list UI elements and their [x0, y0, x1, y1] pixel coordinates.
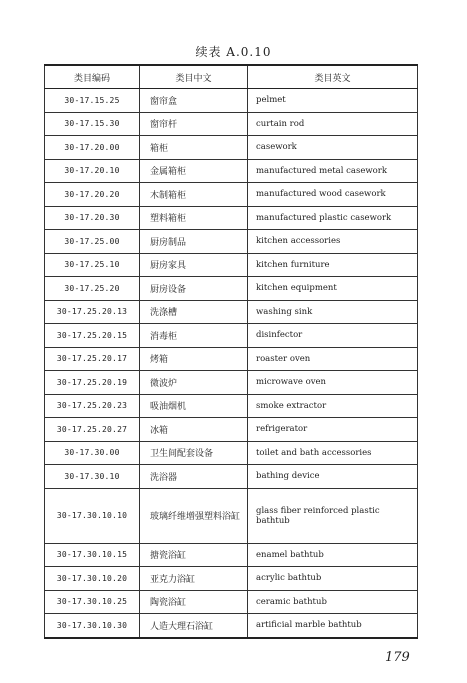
- category-english: acrylic bathtub: [248, 567, 418, 591]
- category-code: 30-17.30.00: [45, 441, 140, 465]
- category-chinese: 洗涤槽: [140, 300, 248, 324]
- category-code: 30-17.25.20.13: [45, 300, 140, 324]
- category-chinese: 塑料箱柜: [140, 206, 248, 230]
- table-row: [45, 300, 418, 324]
- category-code: 30-17.30.10: [45, 465, 140, 489]
- category-code: 30-17.25.10: [45, 253, 140, 277]
- category-chinese: 箱柜: [140, 136, 248, 160]
- table-header-row: [45, 65, 418, 89]
- header-english: 类目英文: [248, 65, 418, 89]
- table-row: [45, 371, 418, 395]
- table-row: [45, 136, 418, 160]
- table-row: [45, 112, 418, 136]
- category-english: refrigerator: [248, 418, 418, 442]
- table-row: [45, 206, 418, 230]
- category-english: kitchen equipment: [248, 277, 418, 301]
- category-english: manufactured metal casework: [248, 159, 418, 183]
- category-code: 30-17.20.30: [45, 206, 140, 230]
- category-code: 30-17.15.30: [45, 112, 140, 136]
- category-code: 30-17.20.00: [45, 136, 140, 160]
- table-row: [45, 543, 418, 567]
- category-code: 30-17.25.20: [45, 277, 140, 301]
- page-number: 179: [385, 650, 410, 665]
- table-row: [45, 441, 418, 465]
- category-english: enamel bathtub: [248, 543, 418, 567]
- table-row: [45, 183, 418, 207]
- table-row: [45, 590, 418, 614]
- category-chinese: 卫生间配套设备: [140, 441, 248, 465]
- category-code: 30-17.20.20: [45, 183, 140, 207]
- category-english: kitchen furniture: [248, 253, 418, 277]
- category-chinese: 厨房制品: [140, 230, 248, 254]
- table-row: [45, 614, 418, 638]
- category-chinese: 烤箱: [140, 347, 248, 371]
- category-chinese: 吸油烟机: [140, 394, 248, 418]
- category-code: 30-17.20.10: [45, 159, 140, 183]
- table-row: [45, 159, 418, 183]
- category-table: [44, 64, 418, 639]
- table-row: [45, 418, 418, 442]
- table-row: [45, 324, 418, 348]
- category-chinese: 消毒柜: [140, 324, 248, 348]
- category-code: 30-17.30.10.20: [45, 567, 140, 591]
- table-row: [45, 277, 418, 301]
- table-row: [45, 394, 418, 418]
- category-chinese: 厨房家具: [140, 253, 248, 277]
- category-english: kitchen accessories: [248, 230, 418, 254]
- category-english: glass fiber reinforced plastic bathtub: [248, 488, 418, 543]
- table-row: [45, 567, 418, 591]
- category-code: 30-17.25.20.23: [45, 394, 140, 418]
- category-english: artificial marble bathtub: [248, 614, 418, 638]
- category-chinese: 搪瓷浴缸: [140, 543, 248, 567]
- category-chinese: 金属箱柜: [140, 159, 248, 183]
- category-code: 30-17.15.25: [45, 89, 140, 113]
- category-chinese: 木制箱柜: [140, 183, 248, 207]
- category-chinese: 洗浴器: [140, 465, 248, 489]
- table-row: [45, 347, 418, 371]
- header-chinese: 类目中文: [140, 65, 248, 89]
- category-english: manufactured wood casework: [248, 183, 418, 207]
- category-english: roaster oven: [248, 347, 418, 371]
- category-english: curtain rod: [248, 112, 418, 136]
- category-english: pelmet: [248, 89, 418, 113]
- table-row: [45, 488, 418, 543]
- table-row: [45, 465, 418, 489]
- header-code: 类目编码: [45, 65, 140, 89]
- category-code: 30-17.25.20.15: [45, 324, 140, 348]
- table-caption: 续表 A.0.10: [195, 45, 272, 59]
- category-code: 30-17.25.00: [45, 230, 140, 254]
- table-row: [45, 89, 418, 113]
- category-chinese: 陶瓷浴缸: [140, 590, 248, 614]
- category-chinese: 窗帘杆: [140, 112, 248, 136]
- table-row: [45, 230, 418, 254]
- category-code: 30-17.30.10.10: [45, 488, 140, 543]
- category-code: 30-17.25.20.19: [45, 371, 140, 395]
- category-english: toilet and bath accessories: [248, 441, 418, 465]
- category-chinese: 厨房设备: [140, 277, 248, 301]
- category-chinese: 人造大理石浴缸: [140, 614, 248, 638]
- category-code: 30-17.25.20.17: [45, 347, 140, 371]
- category-english: washing sink: [248, 300, 418, 324]
- category-chinese: 窗帘盒: [140, 89, 248, 113]
- category-chinese: 微波炉: [140, 371, 248, 395]
- category-english: disinfector: [248, 324, 418, 348]
- category-code: 30-17.30.10.15: [45, 543, 140, 567]
- category-english: smoke extractor: [248, 394, 418, 418]
- category-code: 30-17.30.10.30: [45, 614, 140, 638]
- category-code: 30-17.25.20.27: [45, 418, 140, 442]
- category-code: 30-17.30.10.25: [45, 590, 140, 614]
- category-english: bathing device: [248, 465, 418, 489]
- table-row: [45, 253, 418, 277]
- category-chinese: 冰箱: [140, 418, 248, 442]
- category-english: microwave oven: [248, 371, 418, 395]
- category-english: ceramic bathtub: [248, 590, 418, 614]
- category-chinese: 亚克力浴缸: [140, 567, 248, 591]
- category-english: casework: [248, 136, 418, 160]
- category-english: manufactured plastic casework: [248, 206, 418, 230]
- category-chinese: 玻璃纤维增强塑料浴缸: [140, 488, 248, 543]
